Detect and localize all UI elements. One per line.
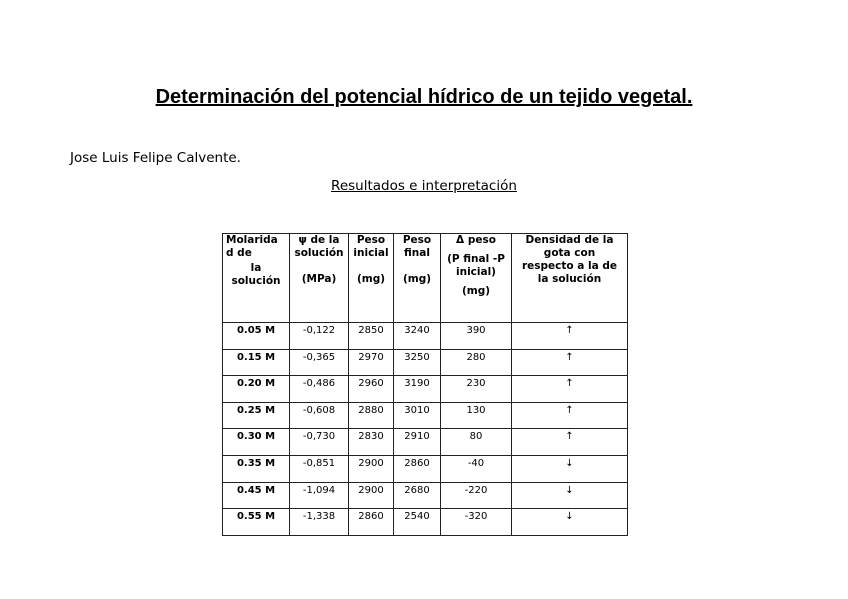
cell-initial: 2850 (349, 323, 394, 350)
cell-initial: 2900 (349, 482, 394, 509)
header-density-line1: Densidad de la (525, 234, 614, 246)
cell-delta: 230 (441, 376, 512, 403)
cell-initial: 2830 (349, 429, 394, 456)
header-psi (290, 234, 349, 323)
header-density (512, 234, 628, 323)
header-delta-weight (441, 234, 512, 323)
header-initial-line3: (mg) (356, 273, 386, 285)
header-delta-line3: inicial) (456, 266, 496, 278)
table-row (223, 509, 628, 536)
cell-density-arrow-icon: ↑ (512, 323, 628, 350)
cell-final: 2540 (394, 509, 441, 536)
cell-psi: -0,486 (290, 376, 349, 403)
cell-final: 2910 (394, 429, 441, 456)
cell-psi: -1,338 (290, 509, 349, 536)
results-table (222, 233, 628, 536)
cell-density-arrow-icon: ↓ (512, 455, 628, 482)
cell-final: 3010 (394, 402, 441, 429)
section-subtitle: Resultados e interpretación (331, 178, 517, 194)
cell-final: 3190 (394, 376, 441, 403)
cell-molarity: 0.05 M (223, 323, 290, 350)
header-psi-line3: (MPa) (301, 273, 337, 285)
header-density-line2: gota con (543, 247, 596, 259)
cell-initial: 2860 (349, 509, 394, 536)
cell-density-arrow-icon: ↓ (512, 482, 628, 509)
cell-psi: -0,608 (290, 402, 349, 429)
header-final-line2: final (404, 247, 430, 259)
table-header-row (223, 234, 628, 323)
table-row (223, 429, 628, 456)
header-final-line1: Peso (402, 234, 432, 246)
header-delta-line4: (mg) (461, 285, 491, 297)
header-density-line4: la solución (537, 273, 602, 285)
header-psi-line2: solución (294, 247, 344, 259)
header-delta-line2: (P final -P (447, 253, 505, 265)
header-molarity (223, 234, 290, 323)
header-initial-line2: inicial (353, 247, 389, 259)
cell-initial: 2960 (349, 376, 394, 403)
cell-final: 3250 (394, 349, 441, 376)
cell-initial: 2880 (349, 402, 394, 429)
cell-psi: -0,730 (290, 429, 349, 456)
header-final-weight (394, 234, 441, 323)
header-initial-line1: Peso (356, 234, 386, 246)
header-psi-line1: ψ de la (298, 234, 340, 246)
cell-psi: -0,122 (290, 323, 349, 350)
cell-molarity: 0.25 M (223, 402, 290, 429)
cell-final: 3240 (394, 323, 441, 350)
cell-delta: 130 (441, 402, 512, 429)
cell-density-arrow-icon: ↑ (512, 376, 628, 403)
cell-density-arrow-icon: ↑ (512, 429, 628, 456)
table-row (223, 376, 628, 403)
header-initial-weight (349, 234, 394, 323)
cell-psi: -1,094 (290, 482, 349, 509)
cell-delta: 80 (441, 429, 512, 456)
author-name: Jose Luis Felipe Calvente. (70, 150, 241, 166)
cell-initial: 2970 (349, 349, 394, 376)
cell-initial: 2900 (349, 455, 394, 482)
cell-psi: -0,851 (290, 455, 349, 482)
header-molarity-line1: Molarida (226, 234, 278, 246)
cell-molarity: 0.45 M (223, 482, 290, 509)
cell-psi: -0,365 (290, 349, 349, 376)
header-molarity-line2: d de (226, 247, 252, 259)
header-delta-line1: Δ peso (456, 234, 496, 246)
cell-molarity: 0.30 M (223, 429, 290, 456)
cell-molarity: 0.20 M (223, 376, 290, 403)
cell-density-arrow-icon: ↑ (512, 349, 628, 376)
cell-delta: 280 (441, 349, 512, 376)
cell-delta: -320 (441, 509, 512, 536)
cell-final: 2680 (394, 482, 441, 509)
table-row (223, 349, 628, 376)
cell-density-arrow-icon: ↑ (512, 402, 628, 429)
header-final-line3: (mg) (402, 273, 432, 285)
header-molarity-line3: la (250, 262, 262, 274)
cell-delta: 390 (441, 323, 512, 350)
cell-molarity: 0.15 M (223, 349, 290, 376)
cell-molarity: 0.35 M (223, 455, 290, 482)
table-row (223, 455, 628, 482)
cell-molarity: 0.55 M (223, 509, 290, 536)
cell-final: 2860 (394, 455, 441, 482)
table-row (223, 482, 628, 509)
cell-delta: -40 (441, 455, 512, 482)
cell-density-arrow-icon: ↓ (512, 509, 628, 536)
header-density-line3: respecto a la de (521, 260, 618, 272)
table-row (223, 402, 628, 429)
header-molarity-line4: solución (231, 275, 281, 287)
table-row (223, 323, 628, 350)
document-title: Determinación del potencial hídrico de un tejido vegetal. (155, 86, 693, 108)
cell-delta: -220 (441, 482, 512, 509)
